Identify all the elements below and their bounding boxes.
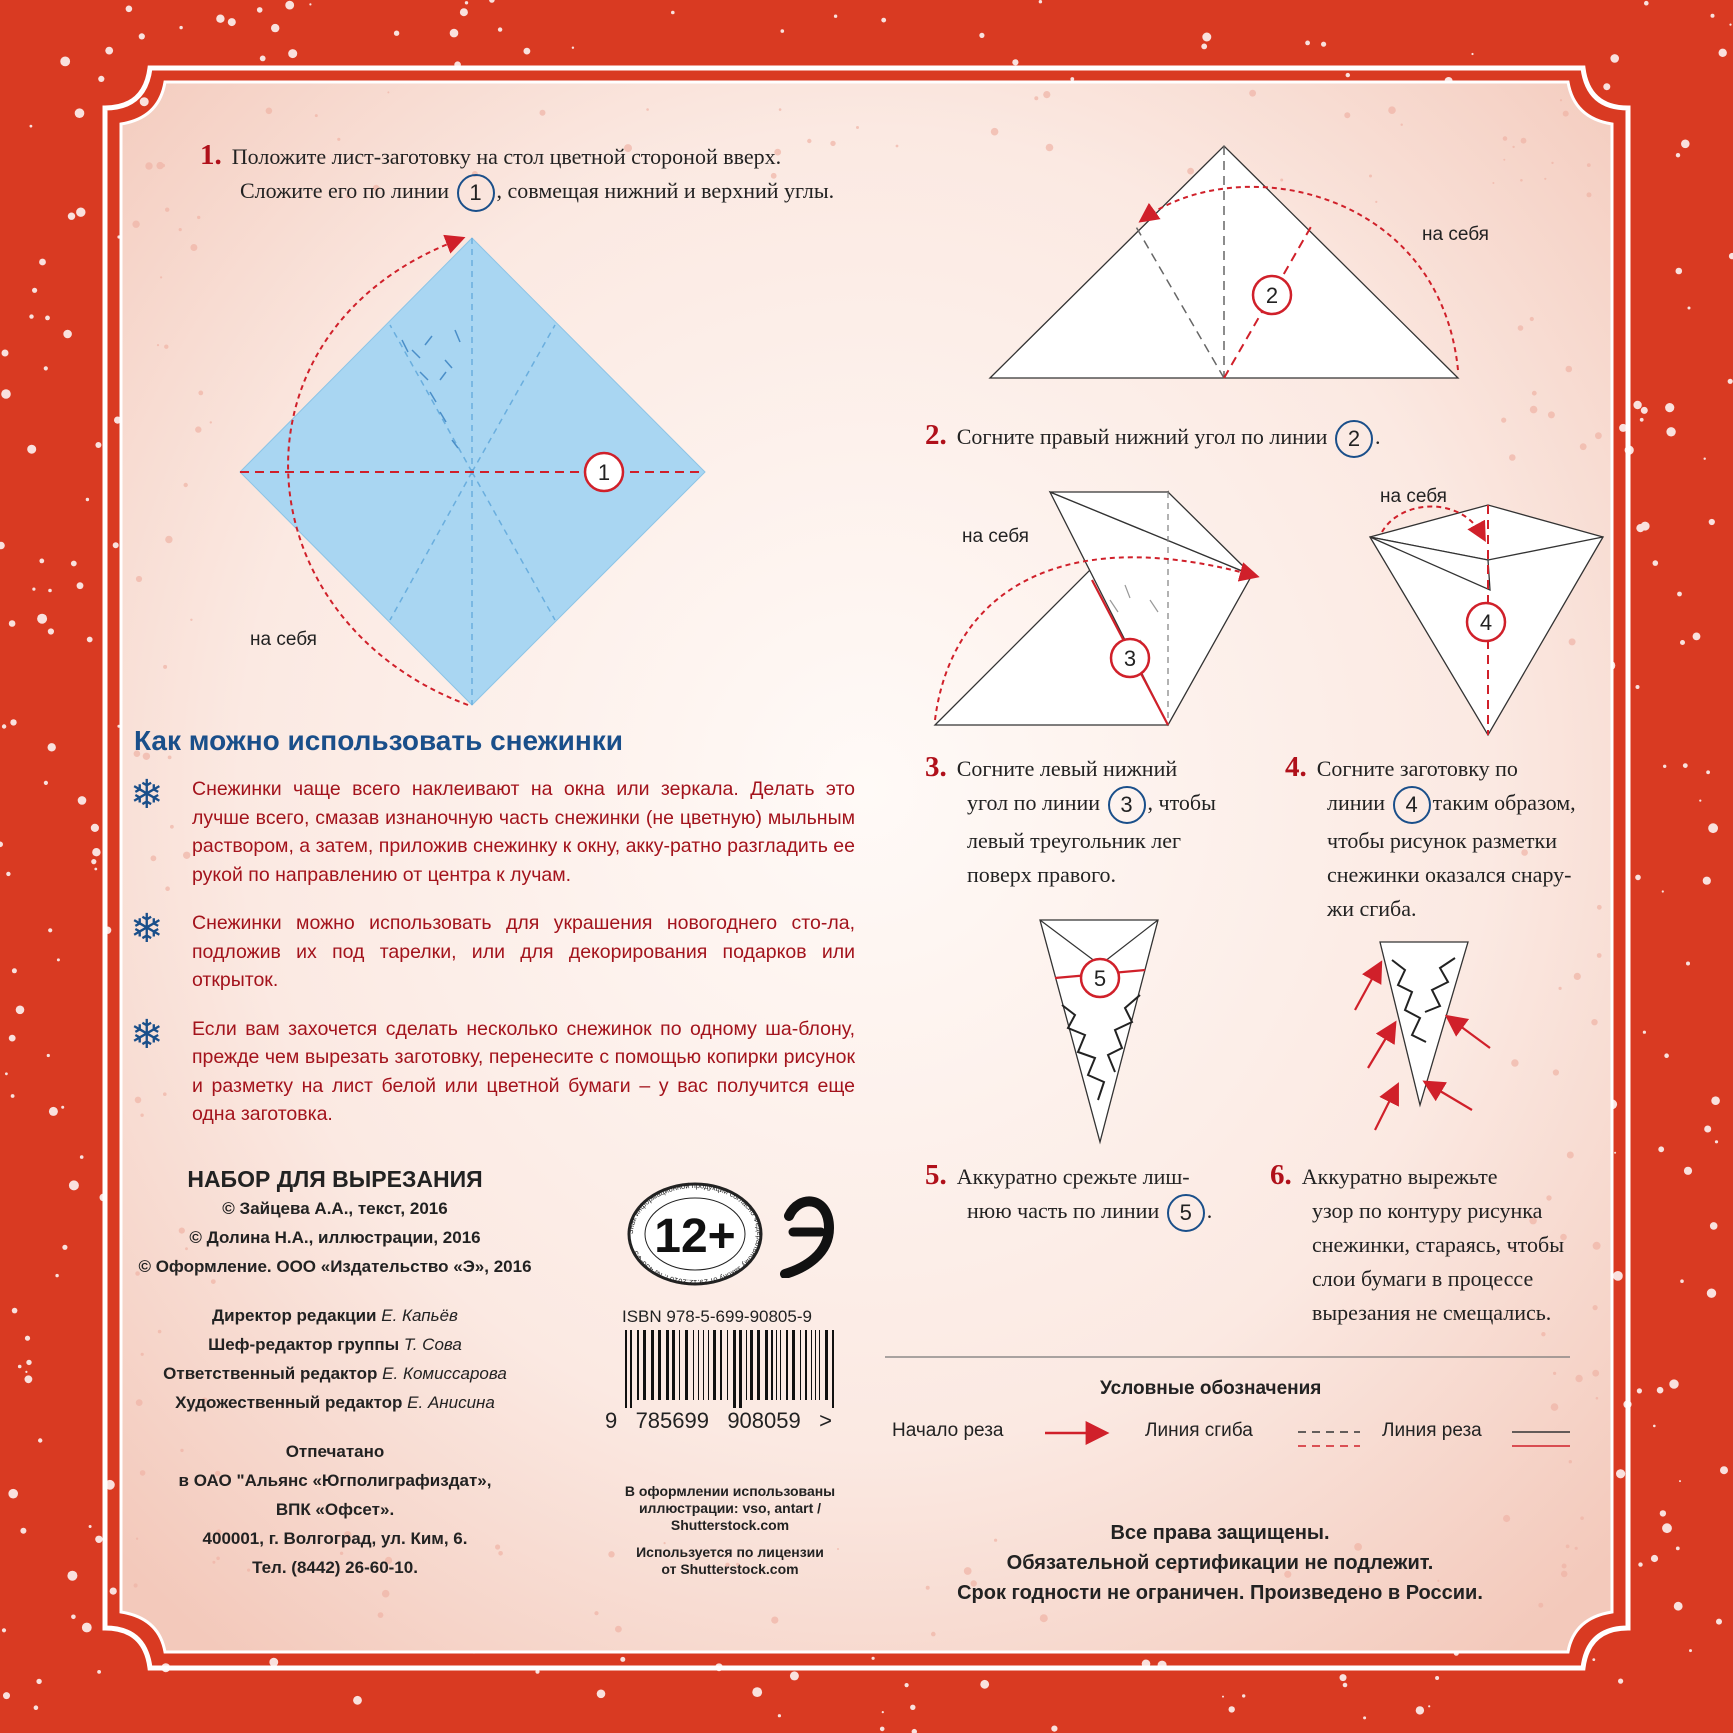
legend-cut-line: Линия реза [1382,1420,1482,1441]
step-5: 5. Аккуратно срежьте лиш- нюю часть по линии 5 . [925,1158,1212,1232]
diagram-4-circle-label: 4 [1479,610,1493,635]
step-6: 6. Аккуратно вырежьте узор по контуру рисунка снежинки, стараясь, чтобы слои бумаги в процессе вырезания не смещались. [1270,1159,1564,1325]
diagram-step-2 [990,146,1489,378]
legend-title: Условные обозначения [1100,1378,1322,1399]
diagram-4-toward-label: на себя [1380,486,1447,507]
uses-item: ❄ Снежинки можно использовать для украшения новогоднего сто-ла, подложив их под тарелки, или для декорирования подарков или открыток. [130,909,855,995]
age-rating: 12+ [654,1210,736,1263]
diagram-1-circle-label: 1 [597,460,611,485]
imprint-title: НАБОР ДЛЯ ВЫРЕЗАНИЯ [187,1166,483,1192]
diagram-2-circle-label: 2 [1265,283,1279,308]
uses-list [130,775,855,1129]
step-4-fold-circle: 4 [1393,786,1431,824]
rights-notice: Все права защищены. Обязательной сертификации не подлежит. Срок годности не ограничен. Произведено в России. [957,1522,1483,1604]
diagram-2-toward-label: на себя [1422,224,1489,245]
step-5-cut-circle: 5 [1167,1194,1205,1232]
step-4: 4. Согните заготовку по линии 4 таким образом, чтобы рисунок разметки снежинки оказался снару- жи сгиба. [1285,751,1576,921]
snowflake-icon: ❄ [130,1012,164,1057]
age-rating-badge [625,1182,765,1287]
illustration-credits: В оформлении использованы иллюстрации: vso, antart / Shutterstock.com Используется по лицензии от Shutterstock.com [624,1483,836,1577]
step-2: 2. Согните правый нижний угол по линии 2 . [925,418,1380,458]
uses-title: Как можно использовать снежинки [134,725,623,756]
uses-item: ❄ Снежинки чаще всего наклеивают на окна или зеркала. Делать это лучше всего, смазав изнаночную часть снежинки (не цветную) мыльным раствором, а затем, приложив снежинку к окну, акку-ратно разгладить ее рукой по направлению от центра к лучам. [130,775,855,889]
staff-row: Директор редакции Е. Капьёв [212,1306,458,1325]
age-ring-text: Знак информационной продукции согласно Федеральному закону от 29.12.2010 г. № 436-ФЗ [625,1182,765,1287]
diagram-5-circle-label: 5 [1093,966,1107,991]
staff-row: Художественный редактор Е. Анисина [175,1393,495,1412]
step-1-fold-circle: 1 [457,174,495,212]
diagram-3-circle-label: 3 [1123,646,1137,671]
diagram-step-4 [1370,486,1603,735]
imprint: НАБОР ДЛЯ ВЫРЕЗАНИЯ © Зайцева А.А., текст, 2016 © Долина Н.А., иллюстрации, 2016 © Оформление. ООО «Издательство «Э», 2016 Директор редакции Е. Капьёв Шеф-редактор группы Т. Сова Ответственный редактор Е. Комиссарова Художественный редактор Е. Анисина Отпечатано в ОАО "Альянс «Югполиграфиздат», ВПК «Офсет». 400001, г. Волгоград, ул. Ким, 6. Тел. (8442) 26-60-10. [120,1165,550,1582]
diagram-step-6 [1355,942,1490,1130]
uses-item: ❄ Если вам захочется сделать несколько снежинок по одному ша-блону, прежде чем вырезать заготовку, перенесите с помощью копирки рисунок и разметку на лист белой или цветной бумаги – у вас получится еще одна заготовка. [130,1015,855,1129]
step-2-fold-circle: 2 [1335,420,1373,458]
barcode-digits: 9 785699 908059 > [605,1408,832,1433]
diagram-step-1 [240,238,705,705]
barcode [625,1330,845,1410]
legend-fold-line: Линия сгиба [1145,1420,1253,1441]
snowflake-icon: ❄ [130,907,164,951]
step-3-fold-circle: 3 [1108,786,1146,824]
step-3: 3. Согните левый нижний угол по линии 3 , чтобы левый треугольник лег поверх правого. [925,751,1216,887]
diagram-3-toward-label: на себя [962,526,1029,547]
staff-row: Шеф-редактор группы Т. Сова [208,1335,462,1354]
snowflake-icon: ❄ [130,773,164,817]
diagram-1-toward-label: на себя [250,629,317,650]
legend-cut-start: Начало реза [892,1420,1004,1441]
publisher-logo [775,1188,837,1278]
isbn-label: ISBN 978-5-699-90805-9 [622,1307,812,1326]
diagram-step-3 [935,492,1252,725]
staff-row: Ответственный редактор Е. Комиссарова [163,1364,507,1383]
diagram-step-5 [1040,920,1158,1142]
step-1: 1. Положите лист-заготовку на стол цветной стороной вверх. Сложите его по линии 1 , совмещая нижний и верхний углы. [200,138,834,212]
